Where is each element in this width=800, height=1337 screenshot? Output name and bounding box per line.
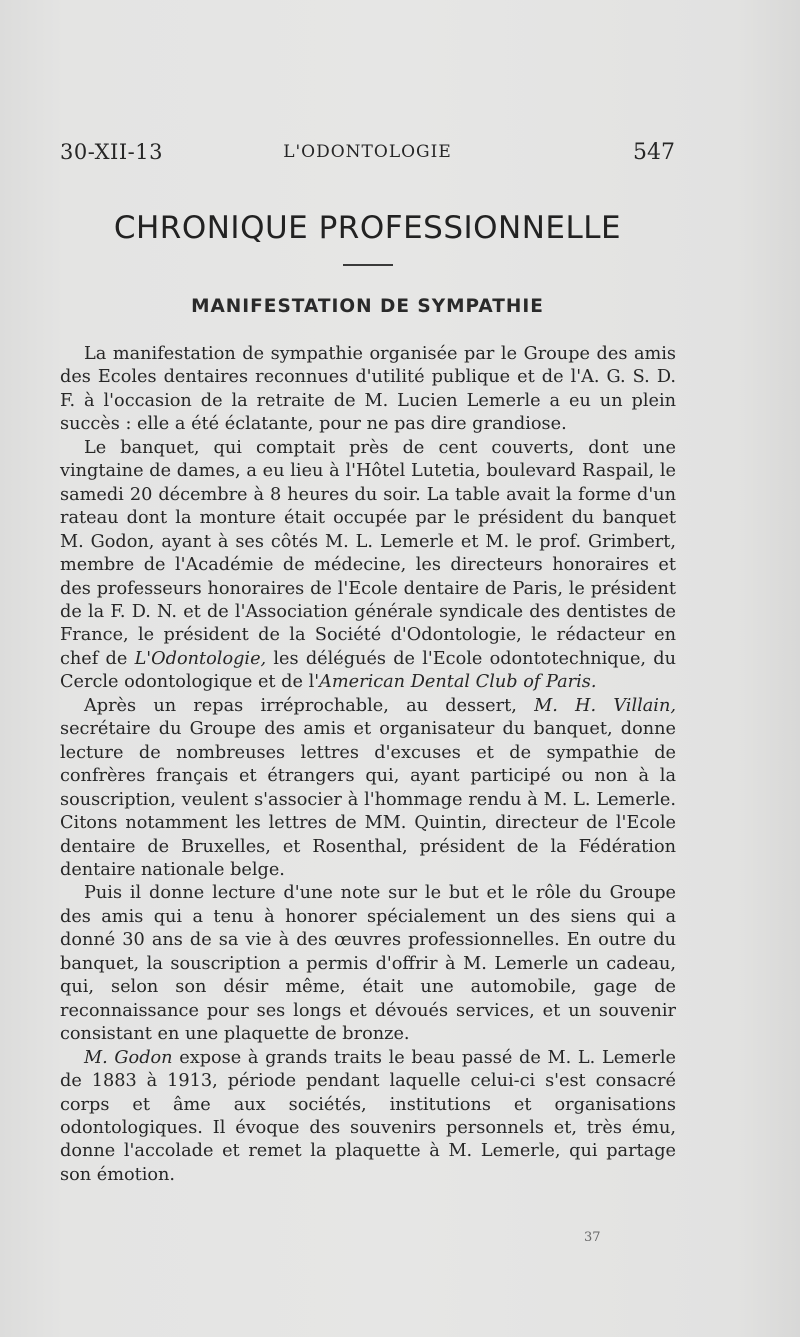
paragraph-text: Le banquet, qui comptait près de cent couverts, dont une vingtaine de dames, a eu lieu à l'Hôtel Lutetia, boulevard Raspail, le samedi 20 décembre à 8 heures du soir. La table avait la forme d'un rateau dont la monture était occupée par le président du banquet M. Godon, ayant à ses côtés M. L. Lemerle et M. le prof. Grimbert, membre de l'Académie de médecine, les directeurs honoraires et des professeurs honoraires de l'Ecole dentaire de Paris, le président de la F. D. N. et de l'Association générale syndicale des dentistes de France, le président de la Société d'Odontologie, le rédacteur en chef de xyxy=(60,437,676,669)
issue-date: 30-XII-13 xyxy=(60,140,163,164)
paragraph xyxy=(60,1047,676,1188)
italic-text: M. H. Villain, xyxy=(534,695,676,716)
paragraph xyxy=(60,437,676,695)
article-body xyxy=(60,343,676,1187)
running-head xyxy=(60,138,675,168)
paragraph xyxy=(60,343,676,437)
chronique-title: CHRONIQUE PROFESSIONNELLE xyxy=(113,210,622,246)
journal-title: L'ODONTOLOGIE xyxy=(283,142,452,162)
paragraph-text: Puis il donne lecture d'une note sur le but et le rôle du Groupe des amis qui a tenu à honorer spécialement un des siens qui a donné 30 ans de sa vie à des œuvres professionnelles. En outre du banquet, la souscription a permis d'offrir à M. Lemerle un cadeau, qui, selon son désir même, était une automobile, gage de reconnaissance pour ses longs et dévoués services, et un souvenir consistant en une plaquette de bronze. xyxy=(60,883,676,1045)
italic-text: L'Odontologie, xyxy=(134,648,267,669)
paragraph-text: expose à grands traits le beau passé de M. L. Lemerle de 1883 à 1913, période pendant laquelle celui-ci s'est consacré corps et âme aux sociétés, institutions et organisations odontologiques. Il évoque des souvenirs personnels et, très ému, donne l'accolade et remet la plaquette à M. Lemerle, qui partage son émotion. xyxy=(60,1047,676,1185)
signature-folio: 37 xyxy=(584,1230,601,1245)
paragraph-text: les délégués de l'Ecole odontotechnique, du Cercle odontologique et de l' xyxy=(60,648,676,693)
paragraph-text: La manifestation de sympathie organisée par le Groupe des amis des Ecoles dentaires reconnues d'utilité publique et de l'A. G. S. D. F. à l'occasion de la retraite de M. Lucien Lemerle a eu un plein succès : elle a été éclatante, pour ne pas dire grandiose. xyxy=(60,344,676,435)
title-divider xyxy=(343,264,393,266)
section-title: MANIFESTATION DE SYMPATHIE xyxy=(191,296,544,317)
italic-text: M. Godon xyxy=(84,1047,173,1068)
page-number: 547 xyxy=(633,140,675,165)
paragraph xyxy=(60,882,676,1046)
paragraph-text: secrétaire du Groupe des amis et organisateur du banquet, donne lecture de nombreuses lettres d'excuses et de sympathie de confrères français et étrangers qui, ayant participé ou non à la souscription, veulent s'associer à l'hommage rendu à M. L. Lemerle. Citons notamment les lettres de MM. Quintin, directeur de l'Ecole dentaire de Bruxelles, et Rosenthal, président de la Fédération dentaire nationale belge. xyxy=(60,719,676,880)
paragraph-text: Après un repas irréprochable, au dessert, xyxy=(84,695,535,716)
italic-text: American Dental Club of Paris. xyxy=(319,672,597,693)
paragraph xyxy=(60,695,676,883)
